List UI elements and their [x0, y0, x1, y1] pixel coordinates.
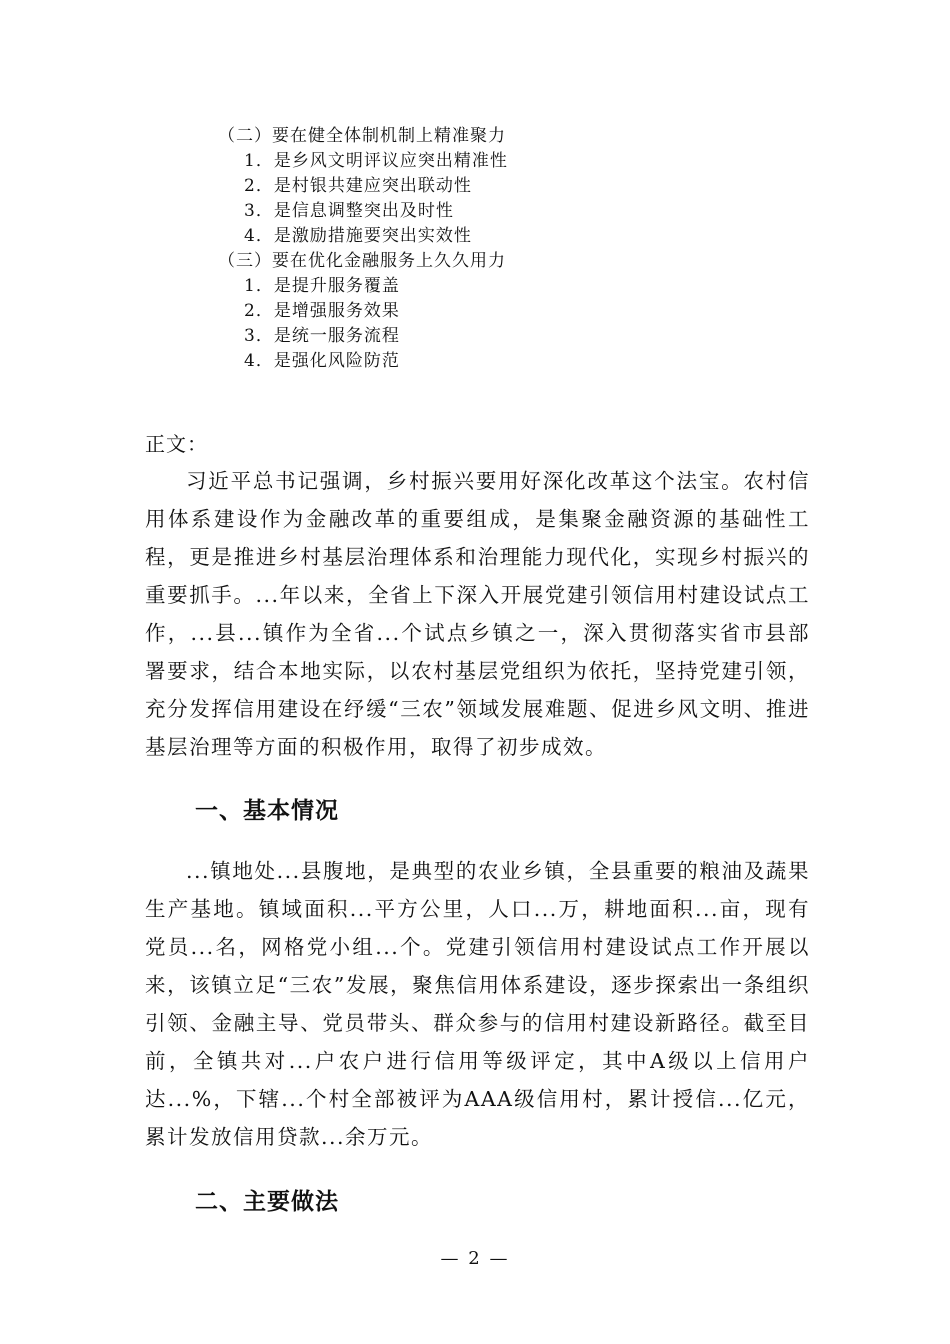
- page-number: — 2 —: [440, 1248, 510, 1269]
- section-heading-basic: 一、基本情况: [195, 798, 339, 824]
- basic-info-paragraph: ...镇地处...县腹地，是典型的农业乡镇，全县重要的粮油及蔬果生产基地。镇域面积...平方公里，人口...万，耕地面积...亩，现有党员...名，网格党小组...个。党建引领信用村建设试点工作开展以来，该镇立足“三农”发展，聚焦信用体系建设，逐步探索出一条组织引领、金融主导、党员带头、群众参与的信用村建设新路径。截至目前，全镇共对...户农户进行信用等级评定，其中A级以上信用户达...%，下辖...个村全部被评为AAA级信用村，累计授信...亿元，累计发放信用贷款...余万元。: [145, 859, 810, 1149]
- outline-item: 1．是乡风文明评议应突出精准性: [244, 151, 508, 171]
- outline-item: 2．是增强服务效果: [244, 301, 400, 321]
- outline-item: 3．是信息调整突出及时性: [244, 201, 454, 221]
- outline-item: 4．是强化风险防范: [244, 351, 400, 371]
- section-heading-practices: 二、主要做法: [195, 1189, 339, 1215]
- intro-paragraph: 习近平总书记强调，乡村振兴要用好深化改革这个法宝。农村信用体系建设作为金融改革的重要组成，是集聚金融资源的基础性工程，更是推进乡村基层治理体系和治理能力现代化，实现乡村振兴的重要抓手。...年以来，全省上下深入开展党建引领信用村建设试点工作，...县...镇作为全省...个试点乡镇之一，深入贯彻落实省市县部署要求，结合本地实际，以农村基层党组织为依托，坚持党建引领，充分发挥信用建设在纾缓“三农”领域发展难题、促进乡风文明、推进基层治理等方面的积极作用，取得了初步成效。: [145, 469, 810, 759]
- body-label: 正文：: [145, 432, 208, 456]
- outline-list: [218, 124, 508, 374]
- outline-item: 1．是提升服务覆盖: [244, 276, 400, 296]
- outline-item: 4．是激励措施要突出实效性: [244, 226, 472, 246]
- outline-heading-2: （二）要在健全体制机制上精准聚力: [218, 126, 506, 146]
- outline-heading-3: （三）要在优化金融服务上久久用力: [218, 251, 506, 271]
- outline-item: 2．是村银共建应突出联动性: [244, 176, 472, 196]
- outline-item: 3．是统一服务流程: [244, 326, 400, 346]
